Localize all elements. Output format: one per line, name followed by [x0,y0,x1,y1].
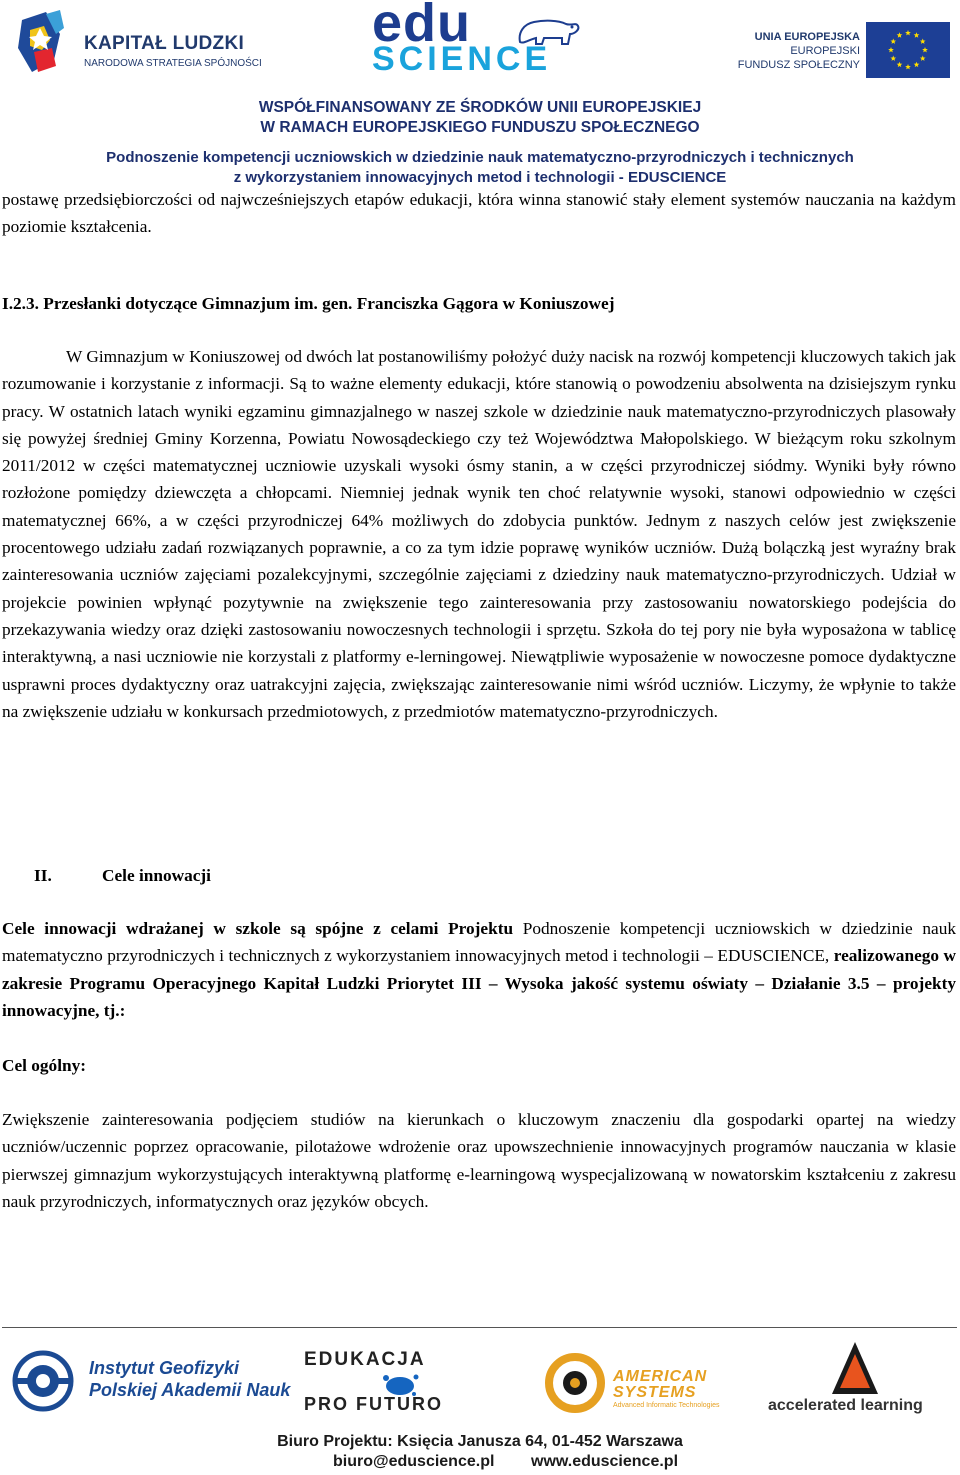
eduscience-logo-bottom: SCIENCE [372,40,552,78]
website-link[interactable]: www.eduscience.pl [531,1453,679,1470]
kapital-ludzki-logo [16,8,262,86]
accelerated-learning-name: accelerated learning [768,1397,923,1414]
project-title-line-1: Podnoszenie kompetencji uczniowskich w dziedzinie nauk matematyczno-przyrodniczych i technicznych [106,149,854,166]
american-systems-swirl-icon [540,1353,610,1413]
cofinancing-line-1: WSPÓŁFINANSOWANY ZE ŚRODKÓW UNII EUROPEJSKIEJ [258,99,702,116]
eduscience-logo [372,2,584,80]
igf-pan-emblem-icon [10,1350,76,1412]
goals-bold-program: realizowanego w zakresie Programu Operacyjnego Kapitał Ludzki Priorytet III – Wysoka jakość systemu oświaty – Działanie 3.5 – projekty innowacyjne, tj.: [2,946,956,1020]
eu-label-line1: UNIA EUROPEJSKA [754,31,860,43]
eu-label [736,30,860,72]
edukacja-logo-bottom: PRO FUTURO [304,1394,443,1414]
cofinancing-line-2: W RAMACH EUROPEJSKIEGO FUNDUSZU SPOŁECZNEGO [260,119,700,136]
american-systems-tagline: Advanced Informatic Technologies [613,1402,720,1409]
contact-email-link[interactable]: biuro@eduscience.pl [333,1453,495,1470]
eduscience-logo-top: edu [372,0,472,53]
chapter-number: II. [34,866,52,885]
american-systems-bottom: SYSTEMS [613,1384,697,1401]
igf-pan-line2: Polskiej Akademii Nauk [89,1380,291,1400]
footer-divider [2,1327,957,1328]
goals-bold-lead: Cele innowacji wdrażanej w szkole są spójne z celami Projektu [2,919,514,938]
kapital-ludzki-emblem-icon [16,8,68,86]
main-paragraph: W Gimnazjum w Koniuszowej od dwóch lat postanowiliśmy położyć duży nacisk na rozwój kompetencji kluczowych takich jak rozumowanie i korzystanie z informacji. Są to ważne elementy edukacji, które stanowią o powodzeniu absolwenta na dzisiejszym rynku pracy. W ostatnich latach wyniki egzaminu gimnazjalnego w naszej szkole w dziedzinie nauk matematyczno-przyrodniczych plasowały się powyżej średniej Gminy Korzenna, Powiatu Nowosądeckiego czy też Województwa Małopolskiego. W bieżącym roku szkolnym 2011/2012 w części matematycznej uczniowie uzyskali wysoki ósmy stanin, a w części przyrodniczej siódmy. Wyniki były równo rozłożone pomiędzy dziewczęta a chłopcami. Niemniej jednak wynik ten choć relatywnie wysoki, stanowi odpowiednio w części matematycznej 66%, a w części przyrodniczej 64% możliwych do zdobycia punktów. Jednym z naszych celów jest zwiększenie procentowego udziału zadań rozwiązanych poprawnie, a co za tym idzie poprawę wyników uczniów. Dużą bolączką jest wyraźny brak zainteresowania uczniów zajęciami pozalekcyjnymi, szczególnie zajęciami z dziedziny nauk matematyczno-przyrodniczych. Udział w projekcie powinien wpłynąć pozytywnie na zwiększenie tego zainteresowania przy zastosowaniu nowatorskiego podejścia do przekazywania wiedzy oraz dzięki zastosowaniu nowoczesnych technologii i sprzętu. Szkoła do tej pory nie była wyposażona w tablicę interaktywną, a nasi uczniowie nie korzystali z platformy e-lerningowej. Niewątpliwie wyposażenie w nowoczesne pomoce dydaktyczne usprawni proces dydaktyczny oraz uatrakcyjni zajęcia, zwiększając zainteresowanie nimi wśród uczniów. Liczymy, że wpłynie to także na zwiększenie udziału w konkursach przedmiotowych, z przedmiotów matematyczno-przyrodniczych. [2,347,956,721]
intro-paragraph: postawę przedsiębiorczości od najwcześniejszych etapów edukacji, która winna stanowić stały element systemów nauczania na każdym poziomie kształcenia. [2,190,956,237]
goals-paragraph [2,915,956,1024]
american-systems-top: AMERICAN [613,1368,708,1385]
section-heading: I.2.3. Przesłanki dotyczące Gimnazjum im. gen. Franciszka Gągora w Koniuszowej [2,294,615,313]
eu-label-line2: EUROPEJSKI [790,45,860,57]
project-office-address: Biuro Projektu: Księcia Janusza 64, 01-452 Warszawa [277,1433,683,1450]
edukacja-logo-top: EDUKACJA [304,1349,426,1370]
accelerated-learning-icon [830,1340,880,1396]
igf-pan-name [89,1357,290,1401]
eu-label-line3: FUNDUSZ SPOŁECZNY [737,59,860,71]
igf-pan-line1: Instytut Geofizyki [89,1358,240,1378]
eu-flag-icon [866,22,950,78]
chapter-title: Cele innowacji [102,866,211,885]
kapital-ludzki-title: KAPITAŁ LUDZKI [84,33,245,54]
kapital-ludzki-subtitle: NARODOWA STRATEGIA SPÓJNOŚCI [84,58,262,69]
project-title-line-2: z wykorzystaniem innowacyjnych metod i technologii - EDUSCIENCE [233,169,727,186]
general-goal-label: Cel ogólny: [2,1056,87,1075]
goals-project-name: Podnoszenie kompetencji uczniowskich w dziedzinie nauk matematyczno przyrodniczych i technicznych z wykorzystaniem innowacyjnych metod i technologii – EDUSCIENCE, [2,919,956,966]
general-goal-text: Zwiększenie zainteresowania podjęciem studiów na kierunkach o kluczowym znaczeniu dla gospodarki opartej na wiedzy uczniów/uczennic poprzez opracowanie, pilotażowe wdrożenie oraz upowszechnienie innowacyjnych programów nauczania w klasie pierwszej gimnazjum wykorzystujących interaktywną platformę e-learningową wyspecjalizowaną w nowatorskim kształceniu z zakresu nauk przyrodniczych, informatycznych oraz języków obcych. [2,1110,956,1211]
